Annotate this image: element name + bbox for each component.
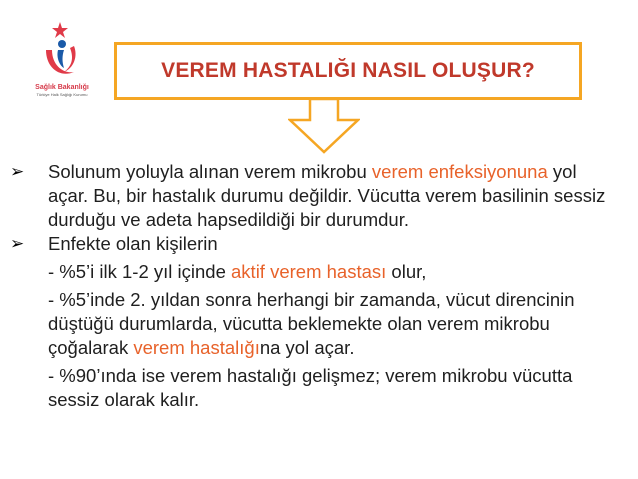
text-segment: - %5’inde 2. yıldan sonra herhangi bir zamanda, vücut direncinin düştüğü durumlarda, vücutta beklemekte olan verem mikrobu çoğalarak	[48, 289, 575, 358]
bullet-item	[10, 232, 620, 256]
ministry-emblem-icon	[38, 20, 86, 82]
arrow-bullet-icon: ➢	[10, 162, 25, 181]
text-segment: na yol açar.	[259, 337, 355, 358]
down-arrow-icon	[288, 98, 360, 154]
highlight-segment: verem hastalığı	[133, 337, 260, 358]
text-segment: - %5’i ilk 1-2 yıl içinde	[48, 261, 232, 282]
bullet-item	[10, 160, 620, 232]
content-body	[10, 160, 620, 412]
text-segment: olur,	[386, 261, 427, 282]
page-title: VEREM HASTALIĞI NASIL OLUŞUR?	[161, 59, 535, 82]
text-segment: yol açar. Bu, bir hastalık durumu değildir. Vücutta verem basilinin sessiz durduğu ve adeta hapsedildiği bir durumdur.	[48, 161, 606, 230]
sub-item	[10, 260, 620, 284]
highlight-segment: verem enfeksiyonuna	[371, 161, 548, 182]
title-box	[114, 42, 582, 100]
highlight-segment: aktif verem hastası	[231, 261, 387, 282]
sub-item	[10, 288, 620, 360]
logo-title: Sağlık Bakanlığı	[35, 84, 89, 91]
logo-subtitle: Türkiye Halk Sağlığı Kurumu	[36, 92, 88, 97]
arrow-bullet-icon: ➢	[10, 234, 25, 253]
text-segment: - %90’ında ise verem hastalığı gelişmez; verem mikrobu vücutta sessiz olarak kalır.	[48, 365, 573, 410]
text-segment: Solunum yoluyla alınan verem mikrobu	[48, 161, 372, 182]
ministry-logo	[26, 20, 98, 104]
bullet-text: Enfekte olan kişilerin	[48, 233, 218, 254]
bullet-text	[48, 160, 620, 232]
sub-item	[10, 364, 620, 412]
